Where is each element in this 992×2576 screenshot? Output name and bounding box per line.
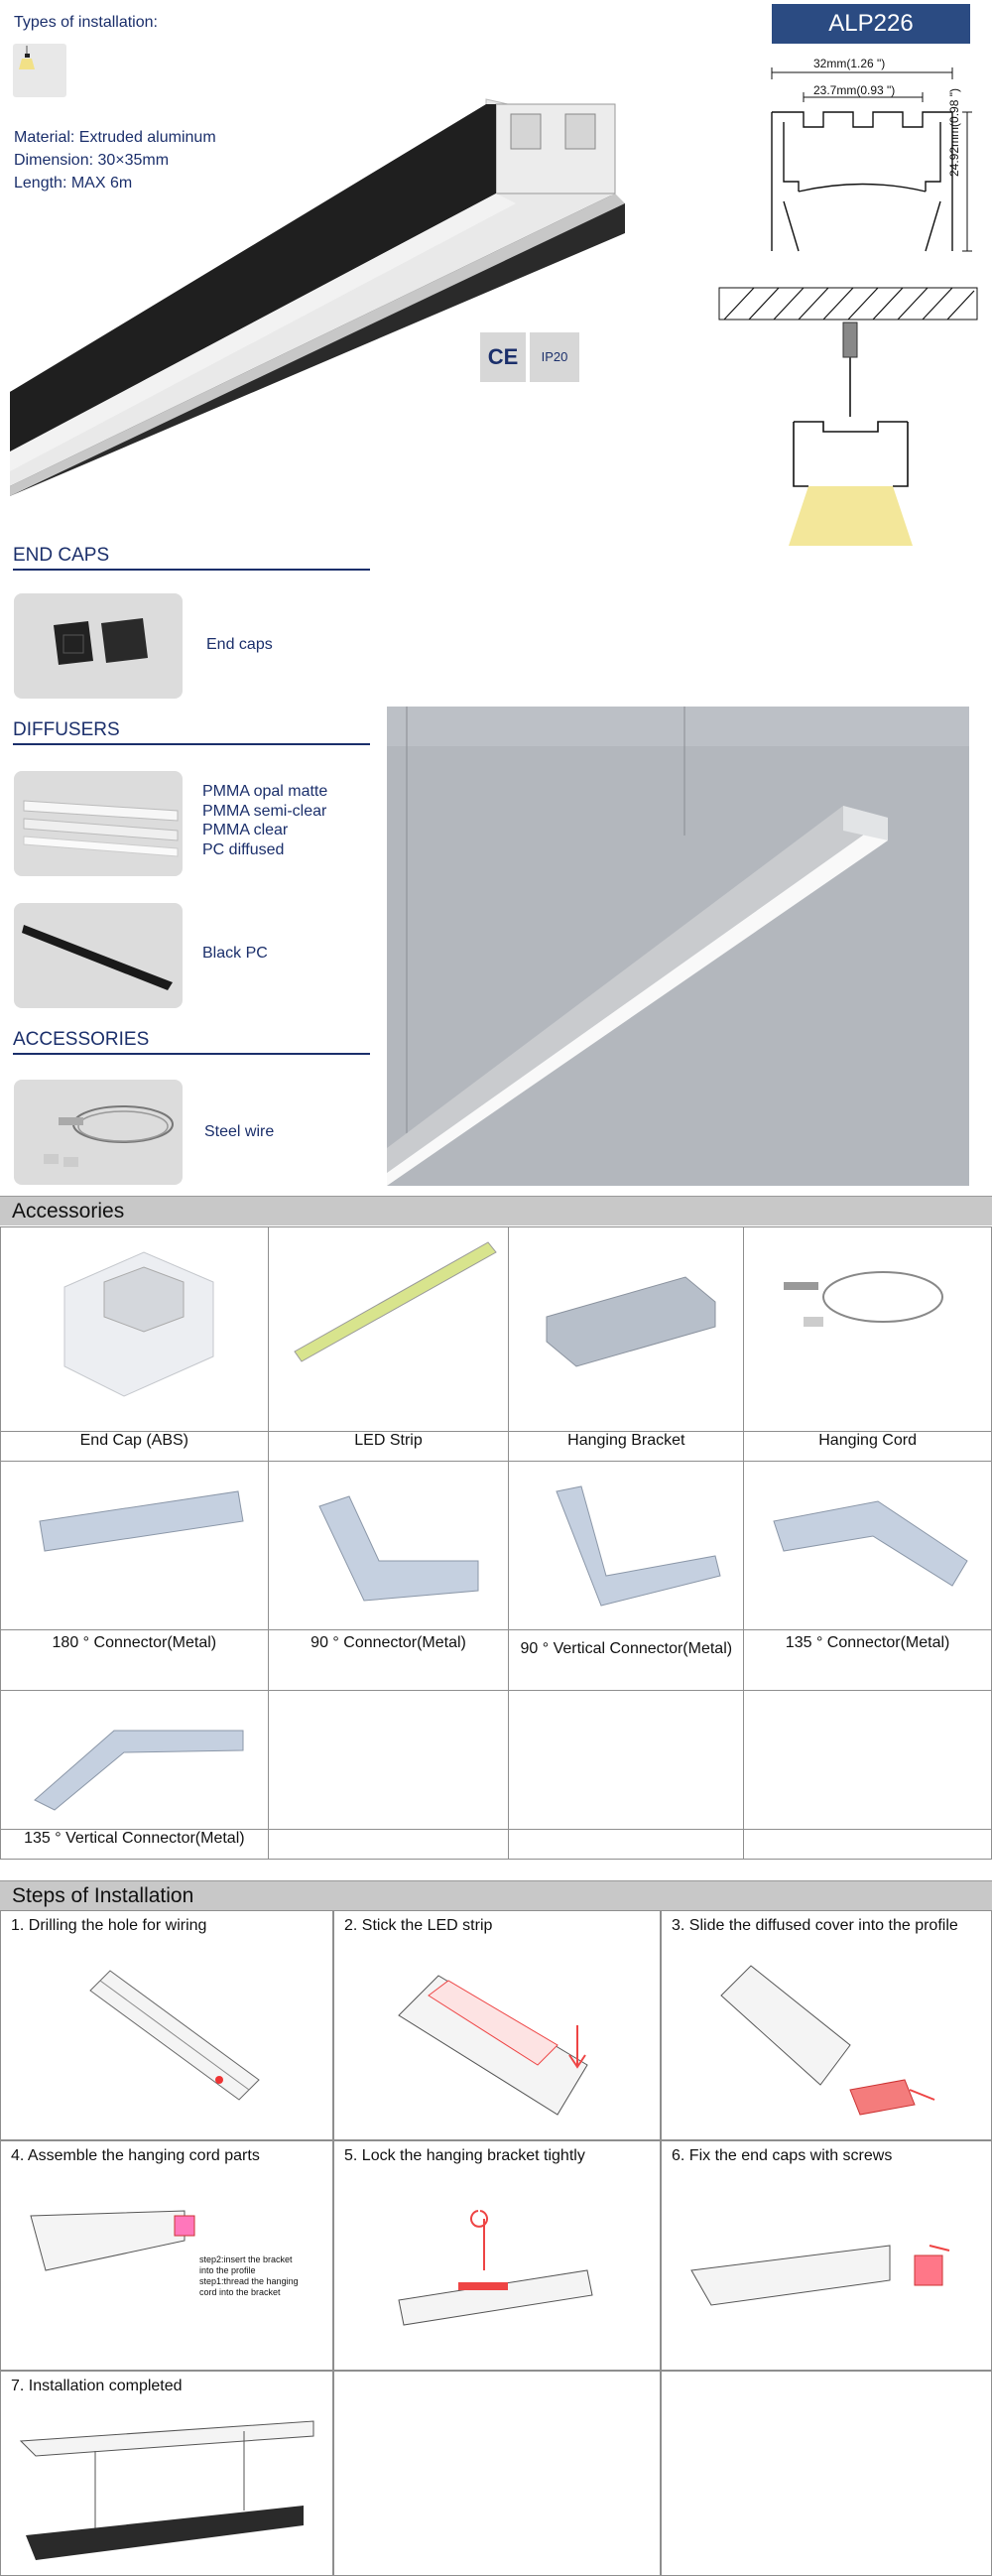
ce-badge: CE (480, 332, 526, 382)
accessories-title: ACCESSORIES (13, 1029, 150, 1050)
table-cell: 135 ° Vertical Connector(Metal) (1, 1830, 269, 1860)
accessories-table (0, 1226, 992, 1860)
diffuser-black-label: Black PC (202, 945, 268, 962)
dimension-text: Dimension: 30×35mm (14, 152, 170, 169)
pendant-install-icon (13, 44, 66, 97)
diffuser-clear-label: PMMA clear (202, 822, 289, 838)
step-5-title: 5. Lock the hanging bracket tightly (344, 2147, 585, 2164)
diffuser-pc-label: PC diffused (202, 841, 285, 858)
step-1-cell (0, 1910, 333, 2140)
hanging-bracket-image (509, 1227, 744, 1432)
dim-height-label: 24.92mm(0.98 ") (947, 88, 961, 177)
table-cell (509, 1830, 744, 1860)
end-caps-label: End caps (206, 636, 273, 653)
step-2-title: 2. Stick the LED strip (344, 1917, 493, 1934)
ip20-badge: IP20 (530, 332, 579, 382)
step-1-illustration (80, 1961, 269, 2110)
diffusers-title: DIFFUSERS (13, 719, 120, 740)
steps-header (0, 1880, 992, 1910)
step-3-cell (661, 1910, 992, 2140)
step-6-title: 6. Fix the end caps with screws (672, 2147, 893, 2164)
step-4-title: 4. Assemble the hanging cord parts (11, 2147, 260, 2164)
length-text: Length: MAX 6m (14, 175, 133, 192)
end-cap-thumbnail (14, 593, 183, 699)
pendant-light-photo (387, 707, 969, 1186)
step-4-note-1: step2:insert the bracket (199, 2254, 293, 2264)
table-cell: 90 ° Connector(Metal) (268, 1630, 509, 1691)
step-4-illustration (26, 2196, 204, 2305)
table-cell: LED Strip (268, 1432, 509, 1462)
table-cell: 135 ° Connector(Metal) (744, 1630, 992, 1691)
connector-90-image (268, 1462, 509, 1630)
end-caps-title: END CAPS (13, 545, 110, 566)
table-row (1, 1462, 992, 1630)
step-7-cell (0, 2371, 333, 2576)
diffuser-black-thumbnail (14, 903, 183, 1008)
table-cell: 180 ° Connector(Metal) (1, 1630, 269, 1691)
table-cell (744, 1830, 992, 1860)
table-row (1, 1432, 992, 1462)
diffuser-semi-label: PMMA semi-clear (202, 803, 327, 820)
steps-title: Steps of Installation (12, 1884, 194, 1907)
step-3-title: 3. Slide the diffused cover into the profile (672, 1917, 958, 1934)
step-5-cell (333, 2140, 661, 2371)
dim-inner-label: 23.7mm(0.93 ") (813, 83, 896, 97)
diffuser-clear-thumbnail (14, 771, 183, 876)
step-empty-cell (661, 2371, 992, 2576)
step-4-note-3: step1:thread the hanging (199, 2276, 299, 2286)
installation-types-label: Types of installation: (14, 14, 158, 31)
table-cell: End Cap (ABS) (1, 1432, 269, 1462)
diffuser-opal-label: PMMA opal matte (202, 783, 328, 800)
table-row (1, 1691, 992, 1830)
steel-wire-label: Steel wire (204, 1123, 275, 1140)
accessories-divider (13, 1053, 370, 1055)
table-row (1, 1630, 992, 1691)
step-4-note-2: into the profile (199, 2265, 256, 2275)
dim-width-label: 32mm(1.26 ") (813, 57, 886, 70)
step-1-title: 1. Drilling the hole for wiring (11, 1917, 207, 1934)
connector-135-vertical-image (1, 1691, 269, 1830)
steel-wire-thumbnail (14, 1080, 183, 1185)
accessories-table-header (0, 1196, 992, 1225)
hanging-installation-diagram (714, 283, 982, 546)
step-3-illustration (711, 1956, 949, 2134)
step-6-illustration (682, 2191, 959, 2340)
table-row (1, 1830, 992, 1860)
step-empty-cell (333, 2371, 661, 2576)
step-4-cell (0, 2140, 333, 2371)
table-row (1, 1227, 992, 1432)
table-cell: 90 ° Vertical Connector(Metal) (509, 1630, 744, 1691)
end-cap-abs-image (1, 1227, 269, 1432)
accessories-table-title: Accessories (12, 1200, 125, 1223)
table-cell (268, 1830, 509, 1860)
table-cell: Hanging Cord (744, 1432, 992, 1462)
step-4-note-4: cord into the bracket (199, 2287, 281, 2297)
end-caps-divider (13, 569, 370, 571)
empty-cell (509, 1691, 744, 1830)
connector-180-image (1, 1462, 269, 1630)
step-7-title: 7. Installation completed (11, 2378, 183, 2394)
empty-cell (744, 1691, 992, 1830)
connector-90-vertical-image (509, 1462, 744, 1630)
material-text: Material: Extruded aluminum (14, 129, 216, 146)
table-cell: Hanging Bracket (509, 1432, 744, 1462)
step-2-cell (333, 1910, 661, 2140)
model-badge: ALP226 (772, 4, 970, 44)
step-7-illustration (16, 2411, 323, 2570)
led-strip-image (268, 1227, 509, 1432)
step-5-illustration (389, 2191, 617, 2360)
diffusers-divider (13, 743, 370, 745)
profile-product-image (0, 94, 635, 501)
step-6-cell (661, 2140, 992, 2371)
connector-135-image (744, 1462, 992, 1630)
empty-cell (268, 1691, 509, 1830)
hanging-cord-image (744, 1227, 992, 1432)
step-2-illustration (389, 1956, 617, 2134)
